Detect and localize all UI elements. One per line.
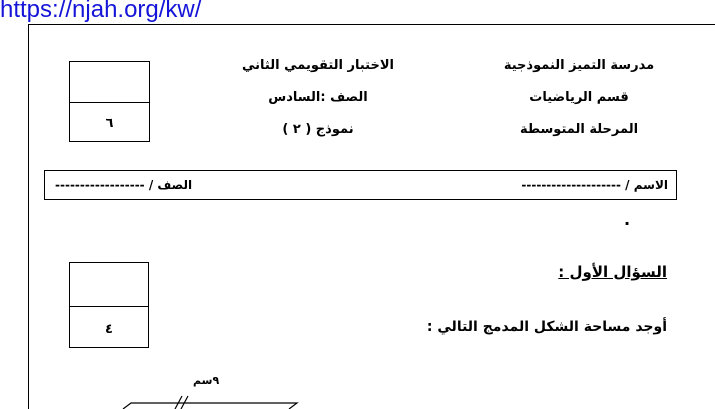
exam-model: نموذج ( ٢ ) — [282, 122, 354, 137]
source-url[interactable]: https://njah.org/kw/ — [0, 0, 202, 23]
question1-heading: السؤال الأول : — [558, 263, 667, 281]
total-score-box — [69, 61, 150, 142]
question1-prompt: أوجد مساحة الشكل المدمج التالي : — [426, 319, 667, 335]
school-name: مدرسة التميز النموذجية — [503, 58, 655, 73]
question-score-value: ٤ — [105, 322, 113, 337]
score-box-divider — [70, 102, 149, 103]
figure-dimension-label: ٩سم — [193, 374, 220, 387]
question-score-box — [69, 262, 149, 348]
exam-title: الاختبار التقويمي الثاني — [242, 58, 394, 73]
total-score-value: ٦ — [105, 116, 114, 131]
exam-grade: الصف :السادس — [268, 90, 368, 105]
figure-outline — [123, 403, 297, 409]
student-class-field[interactable]: الصف / ------------------ — [55, 178, 193, 192]
student-info-bar — [44, 170, 677, 200]
stray-dot: . — [624, 210, 631, 229]
school-department: قسم الرياضيات — [529, 90, 629, 105]
question-box-divider — [70, 306, 148, 307]
school-stage: المرحلة المتوسطة — [519, 122, 639, 137]
student-name-field[interactable]: الاسم / -------------------- — [521, 178, 668, 192]
